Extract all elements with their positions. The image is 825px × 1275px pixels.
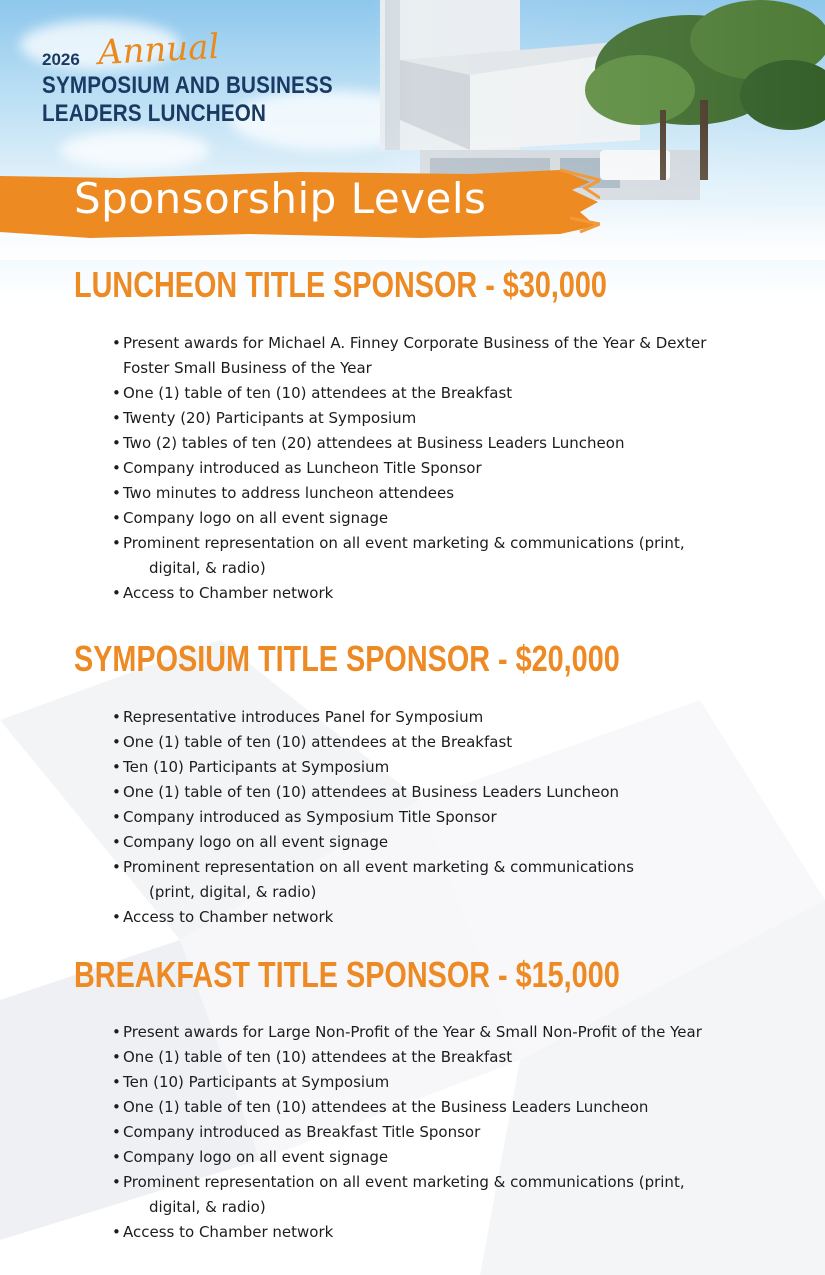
list-item — [112, 855, 634, 905]
list-item-text: Company introduced as Luncheon Title Sponsor — [123, 459, 482, 477]
list-item-text: Prominent representation on all event marketing & communications — [123, 858, 634, 876]
list-item-text: Prominent representation on all event marketing & communications (print, — [123, 534, 685, 552]
list-item — [112, 531, 706, 581]
list-item — [112, 1070, 702, 1095]
list-item — [112, 1170, 702, 1220]
list-item — [112, 506, 706, 531]
list-item — [112, 780, 634, 805]
list-item — [112, 705, 634, 730]
list-item-text: Company logo on all event signage — [123, 1148, 389, 1166]
benefit-list — [112, 1020, 702, 1245]
list-item — [112, 581, 706, 606]
list-item-text: Company logo on all event signage — [123, 833, 389, 851]
list-item — [112, 805, 634, 830]
list-item-text: One (1) table of ten (10) attendees at the Breakfast — [123, 1048, 513, 1066]
list-item-text: Company introduced as Symposium Title Sponsor — [123, 808, 497, 826]
list-item-text: Company introduced as Breakfast Title Sponsor — [123, 1123, 481, 1141]
page-title: Sponsorship Levels — [74, 174, 487, 223]
list-item — [112, 830, 634, 855]
list-item-text: Representative introduces Panel for Symposium — [123, 708, 484, 726]
list-item — [112, 381, 706, 406]
list-item — [112, 755, 634, 780]
list-item — [112, 1095, 702, 1120]
list-item-text: Two (2) tables of ten (20) attendees at Business Leaders Luncheon — [123, 434, 625, 452]
list-item — [112, 1045, 702, 1070]
list-item — [112, 406, 706, 431]
list-item-text-continued: digital, & radio) — [149, 1198, 266, 1216]
list-item-text: Present awards for Michael A. Finney Corporate Business of the Year & Dexter — [123, 334, 707, 352]
list-item — [112, 456, 706, 481]
list-item-text: Access to Chamber network — [123, 584, 334, 602]
list-item — [112, 1120, 702, 1145]
list-item-text: Access to Chamber network — [123, 1223, 334, 1241]
list-item-text: Access to Chamber network — [123, 908, 334, 926]
list-item-text: Twenty (20) Participants at Symposium — [123, 409, 417, 427]
list-item-text: One (1) table of ten (10) attendees at the Breakfast — [123, 384, 513, 402]
list-item — [112, 1220, 702, 1245]
event-title-line-2: LEADERS LUNCHEON — [42, 100, 267, 127]
list-item — [112, 905, 634, 930]
event-title-line-1: SYMPOSIUM AND BUSINESS — [42, 72, 333, 99]
event-year: 2026 — [42, 50, 80, 69]
benefit-list — [112, 705, 634, 930]
list-item — [112, 331, 706, 381]
section-title: SYMPOSIUM TITLE SPONSOR - $20,000 — [74, 638, 620, 679]
list-item-text: One (1) table of ten (10) attendees at the Breakfast — [123, 733, 513, 751]
list-item-text-continued: (print, digital, & radio) — [149, 883, 317, 901]
section-title: LUNCHEON TITLE SPONSOR - $30,000 — [74, 264, 607, 305]
list-item-text: Ten (10) Participants at Symposium — [123, 758, 390, 776]
list-item — [112, 730, 634, 755]
list-item-text: Ten (10) Participants at Symposium — [123, 1073, 390, 1091]
annual-script: Annual — [97, 26, 221, 74]
list-item — [112, 1020, 702, 1045]
list-item-text: Present awards for Large Non-Profit of the Year & Small Non-Profit of the Year — [123, 1023, 702, 1041]
list-item — [112, 1145, 702, 1170]
list-item — [112, 431, 706, 456]
list-item-text: Prominent representation on all event marketing & communications (print, — [123, 1173, 685, 1191]
list-item-text: One (1) table of ten (10) attendees at the Business Leaders Luncheon — [123, 1098, 649, 1116]
section-title: BREAKFAST TITLE SPONSOR - $15,000 — [74, 954, 620, 995]
list-item-text: Company logo on all event signage — [123, 509, 389, 527]
list-item-text: One (1) table of ten (10) attendees at Business Leaders Luncheon — [123, 783, 620, 801]
list-item-text-continued: digital, & radio) — [149, 559, 266, 577]
benefit-list — [112, 331, 706, 606]
list-item-text: Two minutes to address luncheon attendees — [123, 484, 455, 502]
list-item — [112, 481, 706, 506]
list-item-text-continued: Foster Small Business of the Year — [123, 359, 372, 377]
